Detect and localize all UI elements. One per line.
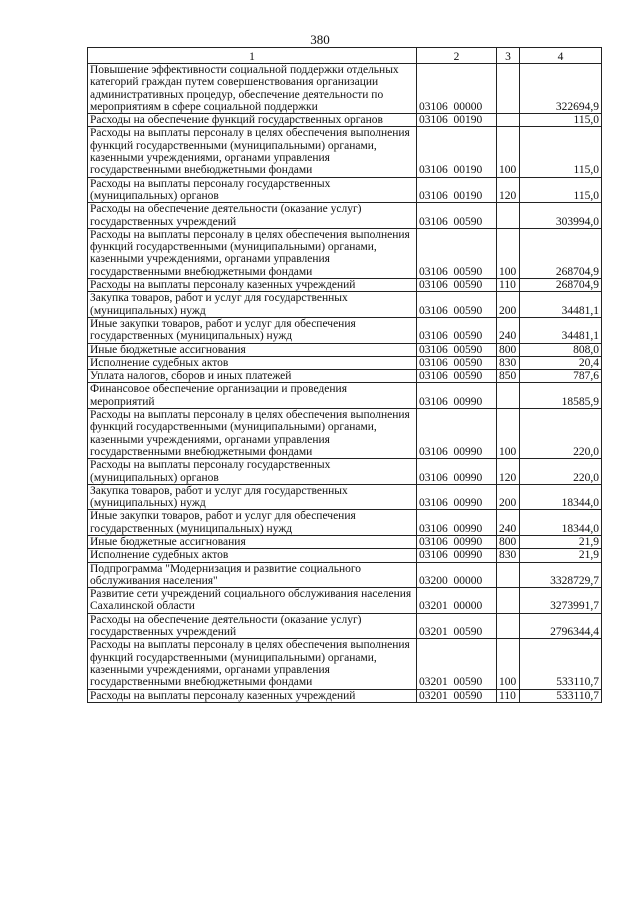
row-type-cell: 100 [497, 409, 520, 459]
row-type-cell: 830 [497, 356, 520, 369]
row-type-cell: 800 [497, 535, 520, 548]
row-name-cell: Расходы на выплаты персоналу в целях обеспечения выполнения функций государственными (муниципальными) органами, казенными учреждениями, органами управления государственными внебюджетными фондами [88, 409, 417, 459]
row-sum-cell: 21,9 [520, 549, 602, 562]
row-type-cell: 800 [497, 343, 520, 356]
row-code-cell: 03106 00590 [417, 203, 497, 229]
table-row [88, 127, 602, 177]
row-sum-cell: 34481,1 [520, 317, 602, 343]
row-type-cell: 100 [497, 127, 520, 177]
row-sum-cell: 303994,0 [520, 203, 602, 229]
table-row [88, 114, 602, 127]
table-row [88, 64, 602, 114]
header-col-2: 2 [417, 48, 497, 64]
row-sum-cell: 268704,9 [520, 279, 602, 292]
row-type-cell [497, 588, 520, 614]
table-row [88, 549, 602, 562]
row-sum-cell: 21,9 [520, 535, 602, 548]
row-name-cell: Финансовое обеспечение организации и проведения мероприятий [88, 383, 417, 409]
row-code-cell: 03201 00590 [417, 639, 497, 689]
row-name-cell: Расходы на обеспечение деятельности (оказание услуг) государственных учреждений [88, 203, 417, 229]
row-code-cell: 03201 00590 [417, 613, 497, 639]
row-name-cell: Подпрограмма "Модернизация и развитие социального обслуживания населения" [88, 562, 417, 588]
row-name-cell: Закупка товаров, работ и услуг для государственных (муниципальных) нужд [88, 292, 417, 318]
row-sum-cell: 533110,7 [520, 639, 602, 689]
row-sum-cell: 3273991,7 [520, 588, 602, 614]
row-code-cell: 03106 00590 [417, 317, 497, 343]
table-row [88, 317, 602, 343]
row-sum-cell: 115,0 [520, 127, 602, 177]
row-name-cell: Исполнение судебных актов [88, 356, 417, 369]
row-name-cell: Расходы на выплаты персоналу в целях обеспечения выполнения функций государственными (муниципальными) органами, казенными учреждениями, органами управления государственными внебюджетными фондами [88, 639, 417, 689]
row-type-cell: 120 [497, 177, 520, 203]
row-code-cell: 03106 00990 [417, 409, 497, 459]
row-type-cell [497, 562, 520, 588]
table-row [88, 689, 602, 702]
row-type-cell: 200 [497, 484, 520, 510]
row-sum-cell: 322694,9 [520, 64, 602, 114]
row-name-cell: Расходы на выплаты персоналу казенных учреждений [88, 689, 417, 702]
row-sum-cell: 18344,0 [520, 484, 602, 510]
table-row [88, 639, 602, 689]
table-row [88, 409, 602, 459]
row-type-cell: 200 [497, 292, 520, 318]
row-type-cell: 240 [497, 317, 520, 343]
row-code-cell: 03106 00590 [417, 292, 497, 318]
row-code-cell: 03106 00990 [417, 484, 497, 510]
row-sum-cell: 34481,1 [520, 292, 602, 318]
row-name-cell: Расходы на выплаты персоналу государственных (муниципальных) органов [88, 177, 417, 203]
page-number: 380 [310, 32, 330, 47]
table-row [88, 383, 602, 409]
row-name-cell: Уплата налогов, сборов и иных платежей [88, 370, 417, 383]
row-sum-cell: 268704,9 [520, 228, 602, 278]
row-name-cell: Закупка товаров, работ и услуг для государственных (муниципальных) нужд [88, 484, 417, 510]
row-code-cell: 03106 00190 [417, 177, 497, 203]
row-name-cell: Иные закупки товаров, работ и услуг для обеспечения государственных (муниципальных) нужд [88, 510, 417, 536]
row-sum-cell: 115,0 [520, 177, 602, 203]
row-name-cell: Расходы на выплаты персоналу в целях обеспечения выполнения функций государственными (муниципальными) органами, казенными учреждениями, органами управления государственными внебюджетными фондами [88, 228, 417, 278]
row-code-cell: 03106 00000 [417, 64, 497, 114]
table-row [88, 459, 602, 485]
row-name-cell: Расходы на выплаты персоналу казенных учреждений [88, 279, 417, 292]
row-name-cell: Расходы на обеспечение функций государственных органов [88, 114, 417, 127]
table-row [88, 356, 602, 369]
row-type-cell: 850 [497, 370, 520, 383]
row-name-cell: Расходы на обеспечение деятельности (оказание услуг) государственных учреждений [88, 613, 417, 639]
row-type-cell: 830 [497, 549, 520, 562]
header-col-4: 4 [520, 48, 602, 64]
row-type-cell: 240 [497, 510, 520, 536]
row-sum-cell: 115,0 [520, 114, 602, 127]
row-type-cell: 110 [497, 279, 520, 292]
row-type-cell [497, 383, 520, 409]
row-sum-cell: 2796344,4 [520, 613, 602, 639]
table-row [88, 370, 602, 383]
header-col-3: 3 [497, 48, 520, 64]
row-code-cell: 03106 00590 [417, 279, 497, 292]
table-row [88, 535, 602, 548]
row-code-cell: 03200 00000 [417, 562, 497, 588]
row-code-cell: 03106 00990 [417, 459, 497, 485]
row-sum-cell: 18344,0 [520, 510, 602, 536]
table-row [88, 484, 602, 510]
table-row [88, 343, 602, 356]
row-type-cell [497, 114, 520, 127]
row-code-cell: 03106 00990 [417, 383, 497, 409]
row-code-cell: 03201 00590 [417, 689, 497, 702]
row-type-cell [497, 613, 520, 639]
table-row [88, 292, 602, 318]
row-sum-cell: 20,4 [520, 356, 602, 369]
row-code-cell: 03106 00590 [417, 228, 497, 278]
table-row [88, 510, 602, 536]
row-type-cell: 100 [497, 228, 520, 278]
row-code-cell: 03201 00000 [417, 588, 497, 614]
row-name-cell: Иные бюджетные ассигнования [88, 535, 417, 548]
row-code-cell: 03106 00590 [417, 370, 497, 383]
row-code-cell: 03106 00190 [417, 114, 497, 127]
table-row [88, 562, 602, 588]
row-sum-cell: 220,0 [520, 409, 602, 459]
row-code-cell: 03106 00590 [417, 343, 497, 356]
row-sum-cell: 3328729,7 [520, 562, 602, 588]
row-type-cell [497, 64, 520, 114]
row-sum-cell: 808,0 [520, 343, 602, 356]
row-type-cell: 100 [497, 639, 520, 689]
row-code-cell: 03106 00190 [417, 127, 497, 177]
row-name-cell: Развитие сети учреждений социального обслуживания населения Сахалинской области [88, 588, 417, 614]
row-type-cell: 120 [497, 459, 520, 485]
header-row [88, 48, 602, 64]
row-code-cell: 03106 00990 [417, 510, 497, 536]
row-sum-cell: 220,0 [520, 459, 602, 485]
table-row [88, 203, 602, 229]
table-row [88, 177, 602, 203]
row-code-cell: 03106 00990 [417, 549, 497, 562]
table-row [88, 613, 602, 639]
table-body [88, 64, 602, 703]
row-type-cell: 110 [497, 689, 520, 702]
row-type-cell [497, 203, 520, 229]
row-name-cell: Расходы на выплаты персоналу в целях обеспечения выполнения функций государственными (муниципальными) органами, казенными учреждениями, органами управления государственными внебюджетными фондами [88, 127, 417, 177]
row-name-cell: Повышение эффективности социальной поддержки отдельных категорий граждан путем совершенствования организации административных процедур, обеспечение деятельности по мероприятиям в сфере социальной поддержки [88, 64, 417, 114]
header-col-1: 1 [88, 48, 417, 64]
table-row [88, 588, 602, 614]
budget-table [87, 47, 602, 703]
row-sum-cell: 18585,9 [520, 383, 602, 409]
row-code-cell: 03106 00590 [417, 356, 497, 369]
row-name-cell: Расходы на выплаты персоналу государственных (муниципальных) органов [88, 459, 417, 485]
row-sum-cell: 787,6 [520, 370, 602, 383]
row-name-cell: Исполнение судебных актов [88, 549, 417, 562]
row-sum-cell: 533110,7 [520, 689, 602, 702]
row-code-cell: 03106 00990 [417, 535, 497, 548]
row-name-cell: Иные бюджетные ассигнования [88, 343, 417, 356]
table-row [88, 228, 602, 278]
table-row [88, 279, 602, 292]
row-name-cell: Иные закупки товаров, работ и услуг для обеспечения государственных (муниципальных) нужд [88, 317, 417, 343]
